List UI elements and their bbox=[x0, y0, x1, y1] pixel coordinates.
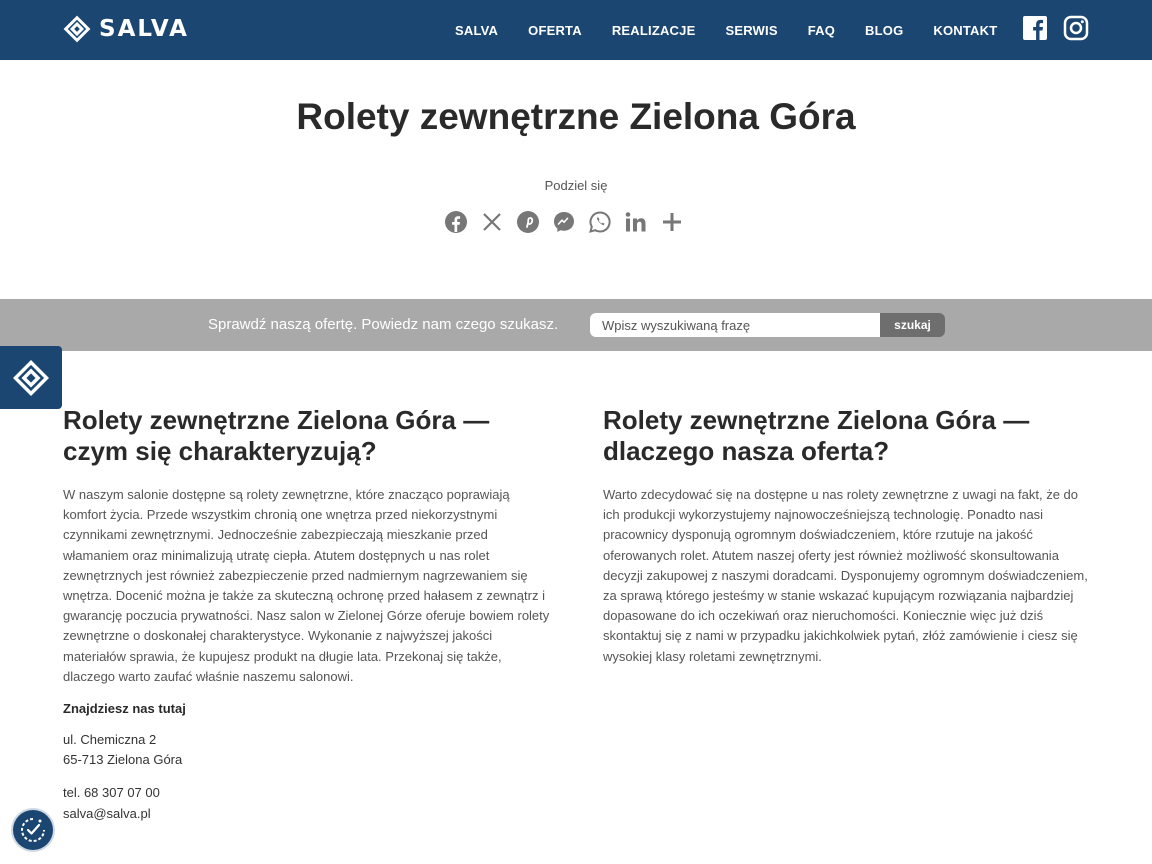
right-column bbox=[603, 405, 1093, 667]
linkedin-icon bbox=[624, 210, 648, 234]
instagram-link[interactable] bbox=[1063, 15, 1091, 43]
address bbox=[63, 730, 553, 770]
plus-icon bbox=[660, 210, 684, 234]
nav-oferta[interactable]: OFERTA bbox=[528, 22, 582, 38]
nav-salva[interactable]: SALVA bbox=[455, 22, 499, 38]
whatsapp-share-button[interactable] bbox=[588, 210, 612, 234]
right-body-text: Warto zdecydować się na dostępne u nas rolety zewnętrzne z uwagi na fakt, że do ich produkcji wykorzystujemy najnowocześniejszą technologię. Ponadto nasi pracownicy dysponują ogromnym doświadczeniem, które rzutuje na jakość oferowanych rolet. Atutem naszej oferty jest również możliwość skonsultowania decyzji zakupowej z naszymi doradcami. Dysponujemy ogromnym doświadczeniem, za sprawą którego jesteśmy w stanie wskazać kupującym rozwiązania najbardziej dopasowane do ich oczekiwań oraz nieruchomości. Koniecznie więc już dziś skontaktuj się z nami w przypadku jakichkolwiek pytań, złóż zamówienie i ciesz się wysokiej klasy roletami zewnętrznymi. bbox=[603, 487, 1088, 664]
nav-blog[interactable]: BLOG bbox=[865, 22, 904, 38]
x-icon bbox=[480, 210, 504, 234]
left-body-text: W naszym salonie dostępne są rolety zewnętrzne, które znacząco poprawiają komfort życia. Przede wszystkim chronią one wnętrza przed niekorzystnymi czynnikami zewnętrznymi. Jednocześnie zabezpieczają mieszkanie przed włamaniem oraz minimalizują utratę ciepła. Atutem dostępnych u nas rolet zewnętrznych jest również zabezpieczenie przed nadmiernym nagrzewaniem się wnętrza. Docenić można je także za skuteczną ochronę przed hałasem z zewnątrz i gwarancję poczucia prywatności. Nasz salon w Zielonej Górze oferuje bowiem rolety zewnętrzne o doskonałej charakterystyce. Wykonanie z najwyższej jakości materiałów sprawia, że kupujesz produkt na długie lata. Przekonaj się także, dlaczego warto zaufać właśnie naszemu salonowi. bbox=[63, 487, 550, 684]
main-nav bbox=[440, 0, 1012, 60]
search-prompt: Sprawdź naszą ofertę. Powiedz nam czego szukasz. bbox=[208, 316, 559, 333]
messenger-share-button[interactable] bbox=[552, 210, 576, 234]
share-label: Podziel się bbox=[544, 178, 608, 193]
cookie-settings-icon bbox=[19, 816, 47, 844]
pinterest-icon bbox=[516, 210, 540, 234]
search-input[interactable] bbox=[590, 313, 880, 337]
facebook-icon bbox=[1022, 15, 1048, 41]
facebook-link[interactable] bbox=[1022, 15, 1050, 43]
left-column bbox=[63, 405, 553, 824]
salva-logo-icon bbox=[13, 360, 49, 396]
facebook-share-button[interactable] bbox=[444, 210, 468, 234]
linkedin-share-button[interactable] bbox=[624, 210, 648, 234]
phone-link[interactable]: tel. 68 307 07 00 bbox=[63, 785, 160, 801]
salva-logo[interactable] bbox=[63, 13, 189, 45]
logo-text: SALVA bbox=[99, 16, 189, 42]
facebook-icon bbox=[444, 210, 468, 234]
nav-serwis[interactable]: SERWIS bbox=[725, 22, 778, 38]
more-share-button[interactable] bbox=[660, 210, 684, 234]
x-share-button[interactable] bbox=[480, 210, 504, 234]
search-band bbox=[0, 299, 1152, 351]
page-title: Rolety zewnętrzne Zielona Góra bbox=[296, 96, 856, 137]
left-heading: Rolety zewnętrzne Zielona Góra — czym się charakteryzują? bbox=[63, 405, 490, 466]
address-city: 65-713 Zielona Góra bbox=[63, 752, 183, 768]
nav-faq[interactable]: FAQ bbox=[807, 22, 836, 38]
find-us-heading: Znajdziesz nas tutaj bbox=[63, 701, 186, 717]
email-link[interactable]: salva@salva.pl bbox=[63, 806, 151, 822]
whatsapp-icon bbox=[588, 210, 612, 234]
instagram-icon bbox=[1063, 15, 1089, 41]
contact-info bbox=[63, 782, 553, 824]
top-navigation-bar bbox=[0, 0, 1152, 60]
cookie-settings-button[interactable] bbox=[13, 810, 53, 850]
side-logo-tab[interactable] bbox=[0, 346, 62, 409]
right-heading: Rolety zewnętrzne Zielona Góra — dlaczego nasza oferta? bbox=[603, 405, 1030, 466]
salva-logo-icon bbox=[63, 15, 91, 43]
messenger-icon bbox=[552, 210, 576, 234]
search-button[interactable]: szukaj bbox=[880, 313, 945, 337]
nav-kontakt[interactable]: KONTAKT bbox=[933, 22, 998, 38]
pinterest-share-button[interactable] bbox=[516, 210, 540, 234]
address-street: ul. Chemiczna 2 bbox=[63, 732, 157, 748]
share-buttons bbox=[444, 210, 684, 236]
nav-realizacje[interactable]: REALIZACJE bbox=[611, 22, 696, 38]
